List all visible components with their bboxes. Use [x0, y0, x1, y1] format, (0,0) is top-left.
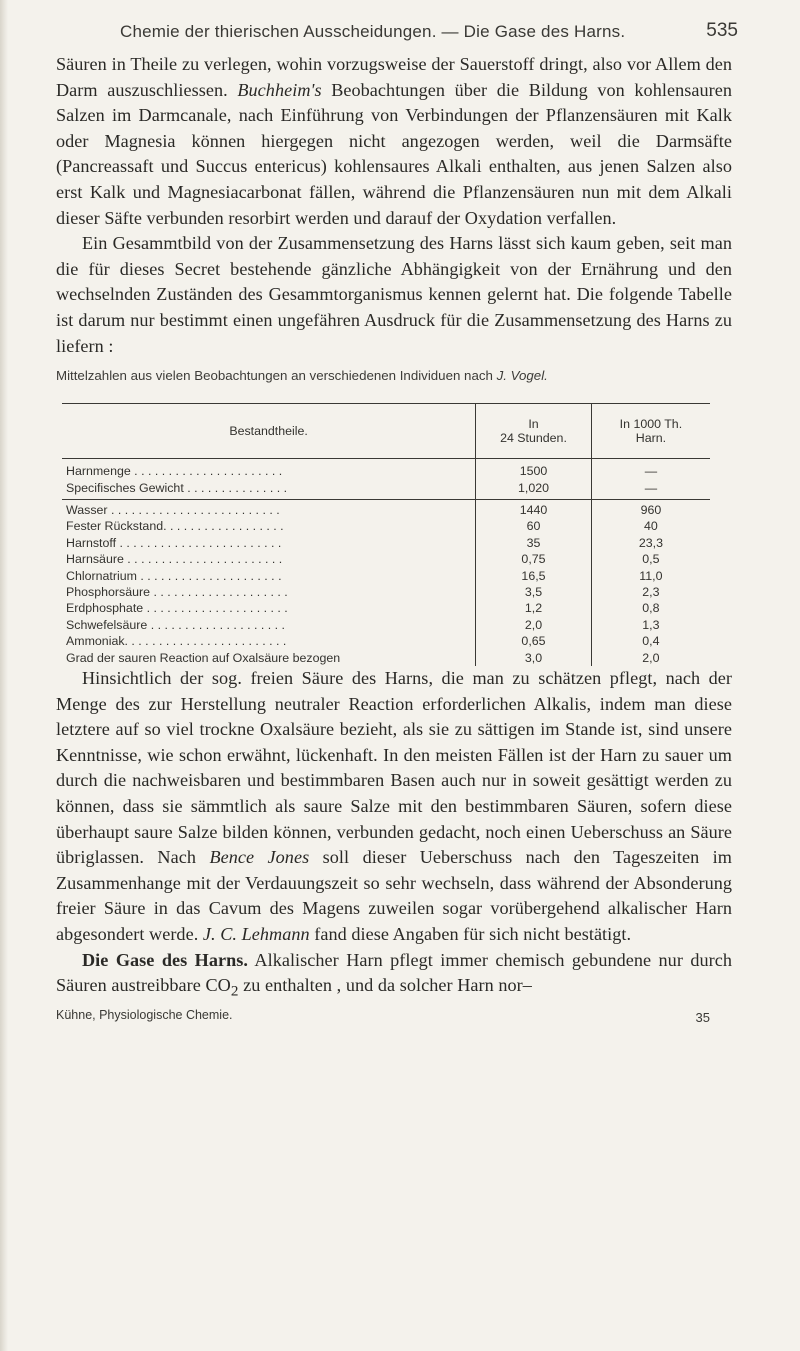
page-footer [56, 1006, 732, 1026]
table-row [62, 584, 710, 600]
author-name: J. C. Lehmann [202, 923, 310, 944]
value-per-1000: 2,0 [591, 650, 710, 666]
page-number: 535 [706, 20, 738, 41]
value-per-24h: 0,65 [476, 633, 592, 649]
paragraph-text: fand diese Angaben für sich nicht bestätigt. [309, 923, 632, 944]
table-row [62, 568, 710, 584]
table-group-volume [62, 459, 710, 500]
paragraph-free-acid [56, 666, 732, 948]
urine-composition-table [62, 403, 710, 666]
table-row [62, 617, 710, 633]
header-text: In [528, 417, 539, 432]
value-per-1000: 0,5 [591, 551, 710, 567]
row-label: Chlornatrium . . . . . . . . . . . . . . . . . . . . . [66, 568, 282, 583]
book-page [56, 20, 738, 1026]
running-title: Chemie der thierischen Ausscheidungen. — Die Gase des Harns. [120, 22, 626, 41]
value-per-24h: 60 [476, 518, 592, 534]
table-caption [56, 368, 732, 383]
table-group-constituents [62, 499, 710, 666]
row-label: Harnmenge . . . . . . . . . . . . . . . . . . . . . . [66, 464, 283, 479]
author-name: Bence Jones [209, 847, 310, 868]
row-label: Harnstoff . . . . . . . . . . . . . . . . . . . . . . . . [66, 535, 282, 550]
header-text: Harn. [635, 431, 667, 446]
paragraph-plant-acids [56, 52, 732, 231]
table-row [62, 518, 710, 534]
paragraph-urine-gases [56, 948, 732, 1005]
paragraph-text: Beobachtungen über die Bildung von kohlensauren Salzen im Darmcanale, nach Einführung von Verbindungen der Pflanzensäuren mit Kalk oder Magnesia können hiergegen nicht angezogen werden, weil die Darmsäfte (Pancreassaft und Succus entericus) kohlensaures Alkali enthalten, aus jenen Salzen also erst Kalk und Magnesiacarbonat fällen, während die Pflanzensäuren nun mit dem Alkali dieser Säfte verbunden resorbirt werden und darauf der Oxydation verfallen. [56, 79, 732, 228]
value-per-24h: 1500 [476, 459, 592, 480]
paragraph-text: zu enthalten , und da solcher Harn nor– [238, 975, 532, 996]
header-text: In 1000 Th. [619, 417, 683, 432]
paragraph-text: Alkalischer Harn pflegt immer chemisch gebundene nur durch Säuren austreibbare CO [56, 949, 733, 996]
value-per-1000: 2,3 [591, 584, 710, 600]
header-text: 24 Stunden. [500, 431, 567, 446]
row-label: Grad der sauren Reaction auf Oxalsäure bezogen [66, 650, 341, 665]
paragraph-text: Säuren in Theile zu verlegen, wohin vorzugsweise der Sauerstoff dringt, also vor Allem den Darm auszuschliessen. [56, 54, 732, 100]
header-per-1000 [591, 404, 710, 459]
table-row [62, 499, 710, 518]
table-row [62, 650, 710, 666]
value-per-24h: 35 [476, 535, 592, 551]
table-row [62, 633, 710, 649]
row-label: Ammoniak. . . . . . . . . . . . . . . . . . . . . . . . [66, 634, 287, 649]
table-row [62, 600, 710, 616]
paragraph-text: Hinsichtlich der sog. freien Säure des Harns, die man zu schätzen pflegt, nach der Menge des zur Herstellung neutraler Reaction erforderlichen Alkalis, indem man diese letztere auf so viel trockne Oxalsäure bezieht, als sie zu sättigen im Stande ist, sind unsere Kenntnisse, wie schon erwähnt, lückenhaft. In den meisten Fällen ist der Harn zu sauer um durch die nachweisbaren und bestimmbaren Basen auch nur in soweit gesättigt werden zu können, dass sie sämmtlich als saure Salze mit den bestimmbaren Säuren, sofern diese überhaupt saure Salze bilden können, verbunden gedacht, noch einen Ueberschuss an Säure übriglassen. Nach [56, 668, 732, 868]
value-per-1000: 1,3 [591, 617, 710, 633]
subscript: 2 [230, 982, 239, 1000]
value-per-24h: 1,2 [476, 600, 592, 616]
table-row [62, 551, 710, 567]
row-label: Schwefelsäure . . . . . . . . . . . . . . . . . . . . [66, 617, 285, 632]
value-per-1000: 0,8 [591, 600, 710, 616]
row-label: Harnsäure . . . . . . . . . . . . . . . . . . . . . . . [66, 552, 283, 567]
row-label: Wasser . . . . . . . . . . . . . . . . . . . . . . . . . [66, 502, 280, 517]
author-name: Buchheim's [237, 79, 322, 100]
table-row [62, 535, 710, 551]
section-heading: Die Gase des Harns. [82, 949, 248, 970]
value-per-1000: — [591, 459, 710, 480]
table-header-row [62, 404, 710, 459]
value-per-24h: 1,020 [476, 480, 592, 500]
footer-signature: Kühne, Physiologische Chemie. [56, 1008, 233, 1023]
sheet-number: 35 [695, 1010, 710, 1026]
value-per-24h: 2,0 [476, 617, 592, 633]
value-per-24h: 3,5 [476, 584, 592, 600]
caption-author: J. Vogel. [496, 368, 548, 384]
value-per-1000: 960 [591, 499, 710, 518]
value-per-1000: 23,3 [591, 535, 710, 551]
row-label: Erdphosphate . . . . . . . . . . . . . . . . . . . . . [66, 601, 288, 616]
header-per-24h [476, 404, 592, 459]
paragraph-urine-composition: Ein Gesammtbild von der Zusammensetzung des Harns lässt sich kaum geben, seit man die für dieses Secret bestehende gänzliche Abhängigkeit von der Ernährung und den wechselnden Zuständen des Gesammtorganismus kennen gelernt hat. Die folgende Tabelle ist darum nur bestimmt einen ungefähren Ausdruck für die Zusammensetzung des Harns zu liefern : [56, 233, 732, 356]
table-row [62, 480, 710, 500]
value-per-1000: 11,0 [591, 568, 710, 584]
value-per-1000: 0,4 [591, 633, 710, 649]
value-per-24h: 0,75 [476, 551, 592, 567]
value-per-24h: 1440 [476, 499, 592, 518]
value-per-1000: 40 [591, 518, 710, 534]
header-components: Bestandtheile. [62, 404, 476, 459]
paragraph-text: soll dieser Ueberschuss nach den Tageszeiten im Zusammenhange mit der Verdauungszeit so sehr wechseln, dass während der Absonderung freier Säure in das Cavum des Magens zuweilen sogar vorübergehend alkalischer Harn abgesondert werde. [56, 847, 732, 944]
value-per-1000: — [591, 480, 710, 500]
page-edge-shadow [0, 0, 8, 1351]
running-head [56, 20, 738, 52]
value-per-24h: 3,0 [476, 650, 592, 666]
caption-text: Mittelzahlen aus vielen Beobachtungen an verschiedenen Individuen nach [56, 368, 497, 384]
table-row [62, 459, 710, 480]
row-label: Phosphorsäure . . . . . . . . . . . . . . . . . . . . [66, 584, 288, 599]
row-label: Fester Rückstand. . . . . . . . . . . . . . . . . . [66, 519, 284, 534]
value-per-24h: 16,5 [476, 568, 592, 584]
row-label: Specifisches Gewicht . . . . . . . . . . . . . . . [62, 480, 476, 500]
